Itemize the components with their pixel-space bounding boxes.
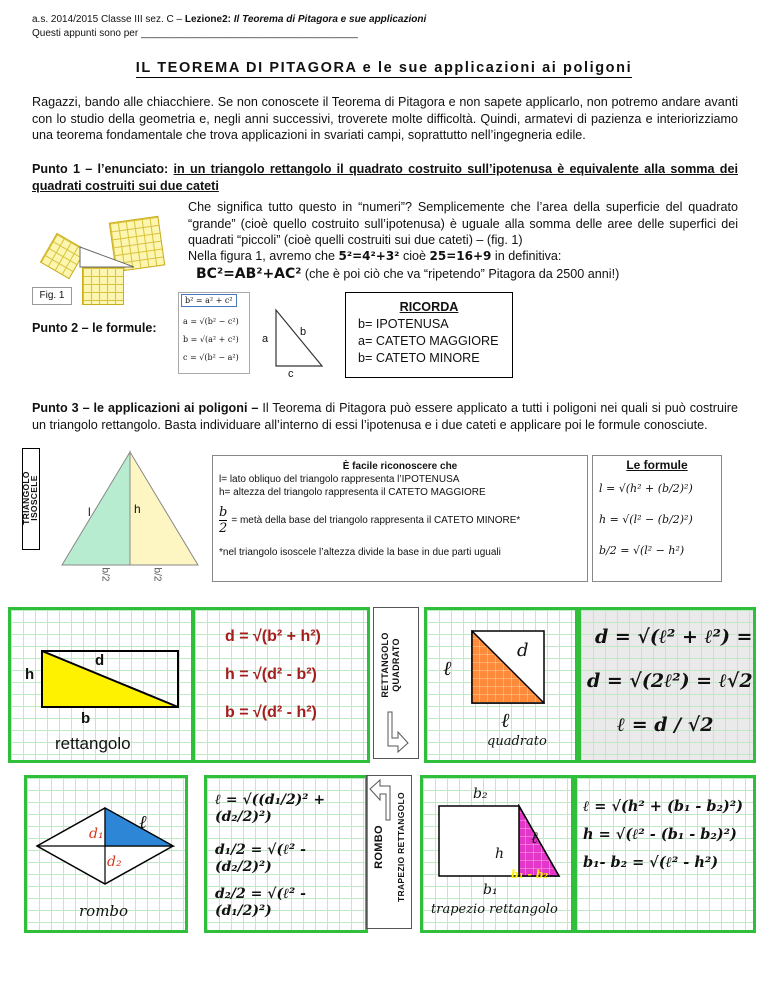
trapezio-label-h: h — [495, 846, 505, 862]
formula-a: a = √(b² − c²) — [183, 317, 239, 326]
punto2-formula-box — [178, 292, 250, 374]
punto3-label: Punto 3 – le applicazioni ai poligoni – — [32, 401, 259, 415]
rettangolo-quadrato-side-label: RETTANGOLO QUADRATO — [380, 632, 401, 698]
ricorda-box — [345, 292, 513, 378]
trapezio-label-l: ℓ — [531, 828, 538, 847]
punto2-label: Punto 2 – le formule: — [32, 321, 157, 335]
example-numbers: 25=16+9 — [429, 249, 492, 263]
rettangolo-figure-panel — [8, 607, 194, 763]
ricorda-minor-leg: b= CATETO MINORE — [358, 351, 480, 365]
trapezio-label-b2: b₂ — [473, 786, 488, 802]
trapezio-formula-h: h = √(ℓ² - (b₁ - b₂)²) — [583, 826, 737, 843]
quadrato-label-l-side: ℓ — [443, 656, 452, 680]
punto3-text: Il Teorema di Pitagora può essere applicato a tutti i poligoni nei quali si può costruire un triangolo rettangolo. Basta individuare all’interno di essi l’ipotenusa e i due cateti e applicare poi le formule conosciute. — [32, 401, 739, 432]
isoscele-formula-l: l = √(h² + (b/2)²) — [599, 482, 693, 495]
isoscele-line-h: h= altezza del triangolo rappresenta il CATETO MAGGIORE — [219, 487, 486, 498]
punto1-block — [32, 161, 738, 194]
rombo-side-label: ROMBO — [373, 825, 385, 869]
intro-paragraph: Ragazzi, bando alle chiacchiere. Se non conoscete il Teorema di Pitagora e non sapete applicarlo, non potremo andare avanti con lo studio della geometria e, negli anni successivi, troverete molte difficoltà. Quindi, armatevi di pazienza e interiorizziamo una teorema fondamentale che trova applicazioni in svariati campi, soprattutto nell’ingegneria edile. — [32, 95, 738, 142]
header-class: a.s. 2014/2015 Classe III sez. C – — [32, 14, 185, 25]
header-line-2: Questi appunti sono per _______________________________________ — [32, 28, 358, 39]
arrow-right-icon — [386, 710, 412, 754]
punto1-example: Nella figura 1, avremo che 5²=4²+3² cioè 25=16+9 in definitiva: — [188, 249, 562, 263]
isoscele-formule-title: Le formule — [626, 458, 688, 472]
rettangolo-formula-d: d = √(b² + h²) — [225, 628, 321, 645]
rettangolo-shape — [41, 650, 181, 708]
rettangolo-formula-panel — [192, 607, 370, 763]
trapezio-formula-diff: b₁- b₂ = √(ℓ² - h²) — [583, 854, 719, 871]
trapezio-name: trapezio rettangolo — [431, 902, 558, 917]
quadrato-name: quadrato — [487, 734, 547, 749]
trapezio-side-label: TRAPEZIO RETTANGOLO — [396, 792, 406, 902]
header-lesson: Lezione2: — [184, 14, 234, 25]
isoscele-side-label: TRIANGOLO ISOSCELE — [21, 471, 39, 525]
fig1-triangle — [78, 245, 138, 269]
trapezio-figure-panel — [420, 775, 574, 933]
punto1-formula-line: BC²=AB²+AC² (che è poi ciò che va “ripetendo” Pitagora da 2500 anni!) — [196, 266, 620, 282]
ricorda-major-leg: a= CATETO MAGGIORE — [358, 334, 499, 348]
isoscele-heading: È facile riconoscere che — [342, 461, 458, 472]
isoscele-label-h: h — [134, 502, 141, 516]
trapezio-formula-l: ℓ = √(h² + (b₁ - b₂)²) — [583, 798, 743, 815]
isoscele-label-l: l — [88, 505, 91, 519]
isoscele-label-half-base-right: b/2 — [151, 567, 163, 582]
triangle-label-b: b — [300, 326, 307, 338]
rombo-figure-panel — [24, 775, 188, 933]
quadrato-formula-panel — [578, 607, 756, 763]
isoscele-formule-box — [592, 455, 722, 582]
punto1-statement: in un triangolo rettangolo il quadrato costruito sull’ipotenusa è equivalente alla somma dei quadrati costruiti sui due cateti — [32, 162, 738, 193]
rombo-label-l: ℓ — [139, 812, 147, 833]
isoscele-line-half-base: $\frac{b}{2}$ = metà della base del triangolo rappresenta il CATETO MINORE* — [219, 505, 521, 536]
rombo-formula-d2: d₂/2 = √(ℓ² - (d₁/2)²) — [215, 886, 306, 919]
punto3-block — [32, 400, 738, 433]
rombo-label-d2: d₂ — [107, 854, 122, 870]
ricorda-hypotenuse: b= IPOTENUSA — [358, 317, 449, 331]
trapezio-label-b1: b₁ — [483, 882, 498, 898]
rettangolo-formula-b: b = √(d² - h²) — [225, 704, 317, 721]
rombo-formula-l: ℓ = √((d₁/2)² + (d₂/2)²) — [215, 792, 326, 825]
triangle-label-a: a — [262, 333, 269, 345]
rombo-shape — [35, 806, 175, 886]
quadrato-label-l-base: ℓ — [501, 708, 510, 732]
punto1-label: Punto 1 – l’enunciato: — [32, 162, 169, 176]
rombo-name: rombo — [79, 902, 129, 920]
isoscele-label-half-base-left: b/2 — [99, 567, 111, 582]
arrow-left-icon — [366, 778, 392, 822]
rombo-label-d1: d₁ — [89, 826, 104, 842]
isoscele-triangle — [60, 450, 200, 570]
trapezio-label-diff: b₁ - b₂ — [511, 868, 549, 881]
ricorda-title: RICORDA — [399, 300, 459, 314]
trapezio-formula-panel — [574, 775, 756, 933]
formula-c: c = √(b² − a²) — [183, 353, 239, 362]
header-topic: Il Teorema di Pitagora e sue applicazioni — [233, 14, 427, 25]
formula-b2: b² = a² + c² — [181, 294, 237, 307]
quadrato-label-d: d — [517, 640, 529, 661]
rettangolo-label-h: h — [25, 666, 35, 683]
quadrato-formula-d: d = √(ℓ² + ℓ²) = — [595, 626, 753, 648]
quadrato-figure-panel — [424, 607, 578, 763]
isoscele-line-l: l= lato obliquo del triangolo rappresenta l’IPOTENUSA — [219, 474, 460, 485]
fig1-label: Fig. 1 — [32, 287, 72, 305]
punto1-explanation: Che significa tutto questo in “numeri”? Semplicemente che l’area della superficie del quadrato “grande” (cioè quello costruito sull’ipotenusa) è uguale alla somma delle aree delle superfici dei quadrati “piccoli” (cioè quelli costruiti sui due cateti) – (fig. 1) — [188, 200, 738, 247]
rettangolo-formula-h: h = √(d² - b²) — [225, 666, 317, 683]
rombo-formula-panel — [204, 775, 368, 933]
isoscele-formula-half-base: b/2 = √(l² − h²) — [599, 544, 685, 557]
quadrato-formula-l: ℓ = d / √2 — [617, 714, 714, 736]
isoscele-explanation-box — [212, 455, 588, 582]
quadrato-formula-d-simplified: d = √(2ℓ²) = ℓ√2 — [587, 670, 753, 692]
triangle-label-c: c — [288, 368, 294, 380]
formula-b: b = √(a² + c²) — [183, 335, 239, 344]
fig1-square-leg-large — [82, 267, 124, 305]
half-base-fraction: $\frac{b}{2}$ — [219, 505, 228, 536]
quadrato-shape — [471, 630, 545, 704]
header-line-1 — [32, 14, 426, 26]
rettangolo-name: rettangolo — [55, 734, 131, 753]
rettangolo-label-d: d — [95, 652, 105, 669]
pythagoras-formula: BC²=AB²+AC² — [196, 266, 302, 282]
isoscele-formula-h: h = √(l² − (b/2)²) — [599, 513, 693, 526]
rettangolo-label-b: b — [81, 710, 91, 727]
example-equation: 5²=4²+3² — [338, 249, 400, 263]
isoscele-note: *nel triangolo isoscele l’altezza divide la base in due parti uguali — [219, 547, 501, 558]
page-title: IL TEOREMA DI PITAGORA e le sue applicazioni ai poligoni — [135, 60, 633, 76]
rombo-formula-d1: d₁/2 = √(ℓ² - (d₂/2)²) — [215, 842, 306, 875]
